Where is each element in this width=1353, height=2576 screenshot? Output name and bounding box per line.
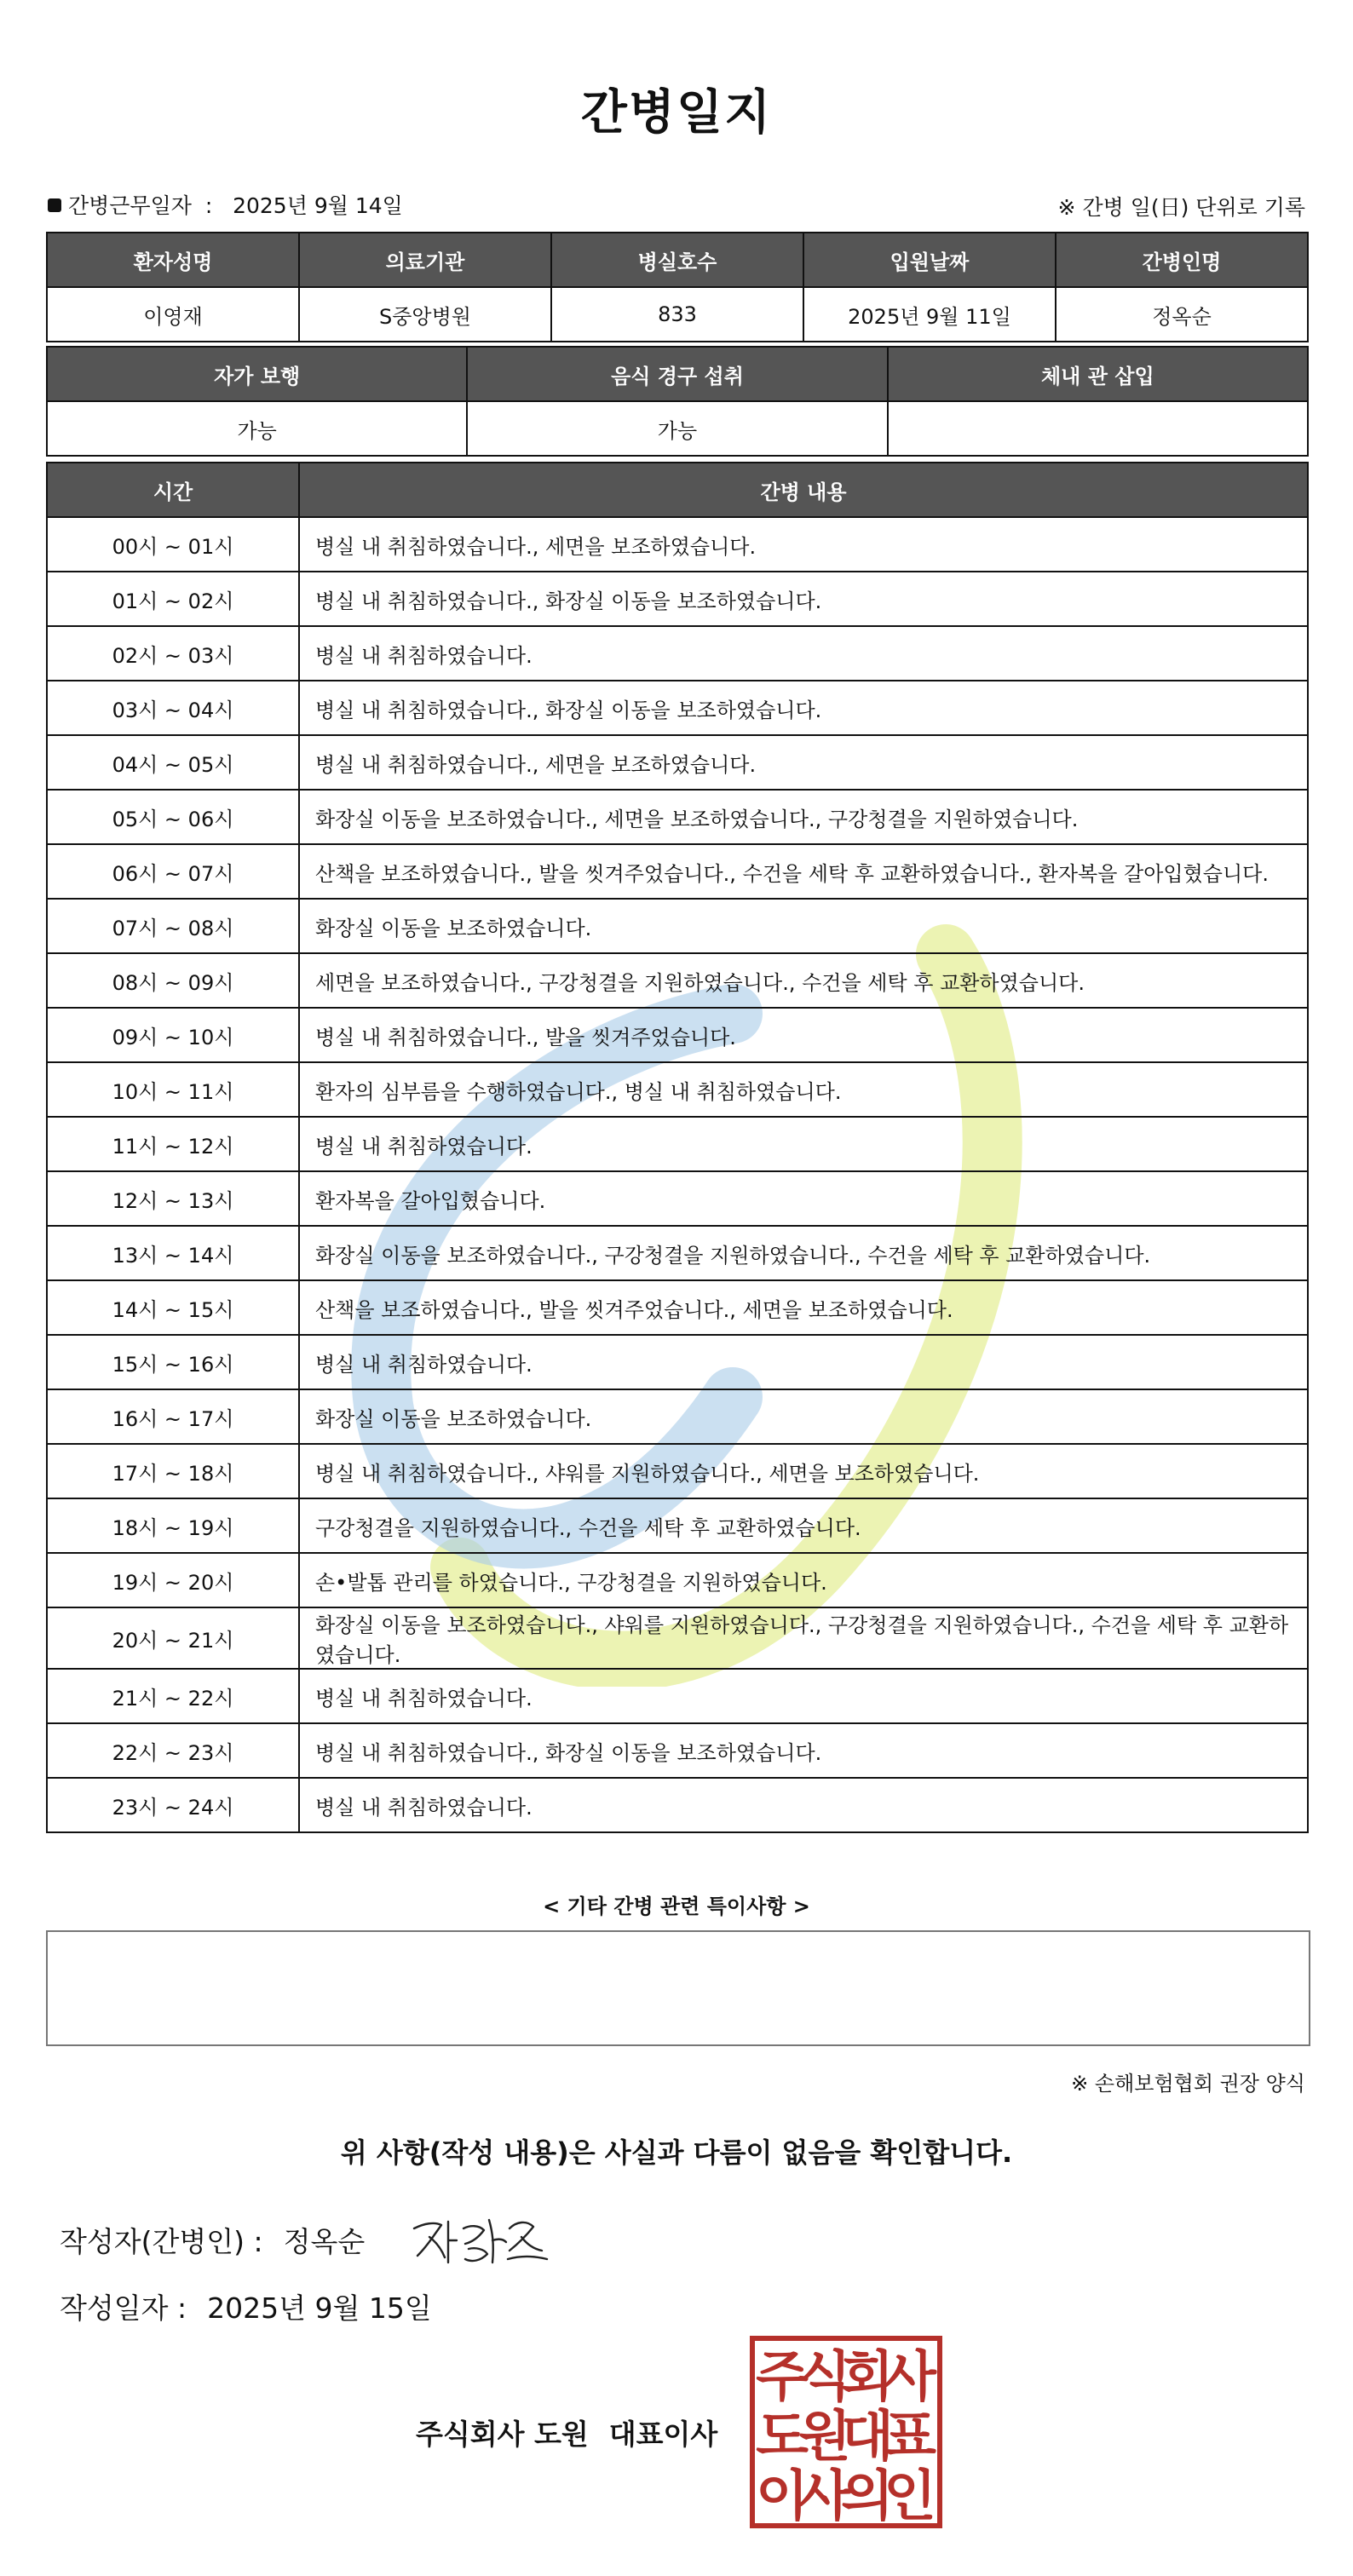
- care-row-content: 산책을 보조하였습니다., 발을 씻겨주었습니다., 수건을 세탁 후 교환하였습니다., 환자복을 갈아입혔습니다.: [299, 844, 1308, 899]
- tube-insertion-header: 체내 관 삽입: [888, 347, 1308, 401]
- care-row-time: 19시 ~ 20시: [47, 1553, 299, 1607]
- care-row-time: 22시 ~ 23시: [47, 1723, 299, 1778]
- oral-intake-value: 가능: [467, 401, 887, 456]
- patient-info-header-row: [47, 233, 1308, 287]
- care-row-content: 화장실 이동을 보조하였습니다., 샤워를 지원하였습니다., 구강청결을 지원하였습니다., 수건을 세탁 후 교환하였습니다.: [299, 1607, 1308, 1669]
- care-row-time: 18시 ~ 19시: [47, 1498, 299, 1553]
- care-row-content: 병실 내 취침하였습니다., 화장실 이동을 보조하였습니다.: [299, 681, 1308, 735]
- company-role: 대표이사: [608, 2418, 718, 2451]
- care-row-content: 손•발톱 관리를 하였습니다., 구강청결을 지원하였습니다.: [299, 1553, 1308, 1607]
- care-row: [47, 681, 1308, 735]
- work-date: [48, 189, 403, 220]
- hospital-name: S중앙병원: [299, 287, 551, 342]
- care-row: [47, 1669, 1308, 1723]
- status-header-row: [47, 347, 1308, 401]
- care-row-content: 환자복을 갈아입혔습니다.: [299, 1171, 1308, 1226]
- time-header: 시간: [47, 463, 299, 517]
- caregiver-name-header: 간병인명: [1056, 233, 1308, 287]
- care-row: [47, 1553, 1308, 1607]
- care-row: [47, 1171, 1308, 1226]
- self-walking-value: 가능: [47, 401, 467, 456]
- patient-status-table: [46, 346, 1309, 457]
- care-row-time: 21시 ~ 22시: [47, 1669, 299, 1723]
- seal-char: 이: [756, 2465, 809, 2528]
- care-schedule-table: [46, 462, 1309, 1833]
- company-line: [416, 2412, 738, 2452]
- patient-name-header: 환자성명: [47, 233, 299, 287]
- care-row-content: 구강청결을 지원하였습니다., 수건을 세탁 후 교환하였습니다.: [299, 1498, 1308, 1553]
- hospital-header: 의료기관: [299, 233, 551, 287]
- care-row-content: 화장실 이동을 보조하였습니다.: [299, 899, 1308, 953]
- care-row-content: 산책을 보조하였습니다., 발을 씻겨주었습니다., 세면을 보조하였습니다.: [299, 1280, 1308, 1335]
- care-row-time: 09시 ~ 10시: [47, 1008, 299, 1062]
- record-note: ※ 간병 일(日) 단위로 기록: [1057, 195, 1305, 220]
- care-row-time: 10시 ~ 11시: [47, 1062, 299, 1117]
- work-date-label: 간병근무일자: [68, 193, 192, 218]
- care-row: [47, 517, 1308, 572]
- bullet-square-icon: [48, 198, 61, 212]
- admission-date: 2025년 9월 11일: [803, 287, 1056, 342]
- care-row-content: 병실 내 취침하였습니다., 발을 씻겨주었습니다.: [299, 1008, 1308, 1062]
- handwritten-signature: [407, 2203, 552, 2271]
- care-row-time: 20시 ~ 21시: [47, 1607, 299, 1669]
- care-row: [47, 735, 1308, 790]
- written-date-label: 작성일자 :: [60, 2291, 187, 2325]
- confirmation-statement: 위 사항(작성 내용)은 사실과 다름이 없음을 확인합니다.: [340, 2136, 1013, 2169]
- seal-char: 인: [884, 2465, 936, 2528]
- company-seal: [750, 2336, 942, 2528]
- care-row-content: 병실 내 취침하였습니다.: [299, 1778, 1308, 1832]
- self-walking-header: 자가 보행: [47, 347, 467, 401]
- care-row-time: 06시 ~ 07시: [47, 844, 299, 899]
- admission-date-header: 입원날짜: [803, 233, 1056, 287]
- status-value-row: [47, 401, 1308, 456]
- care-row: [47, 1226, 1308, 1280]
- room-number: 833: [551, 287, 803, 342]
- care-row: [47, 572, 1308, 626]
- care-row: [47, 1498, 1308, 1553]
- care-row: [47, 1607, 1308, 1669]
- care-content-header: 간병 내용: [299, 463, 1308, 517]
- care-row: [47, 953, 1308, 1008]
- care-row-time: 11시 ~ 12시: [47, 1117, 299, 1171]
- care-row: [47, 1444, 1308, 1498]
- remarks-box: [46, 1930, 1310, 2046]
- patient-info-table: [46, 232, 1309, 342]
- care-row: [47, 899, 1308, 953]
- care-row-content: 병실 내 취침하였습니다.: [299, 1335, 1308, 1389]
- writer-label: 작성자(간병인) :: [60, 2225, 263, 2258]
- care-row: [47, 1280, 1308, 1335]
- seal-char: 사: [884, 2346, 936, 2409]
- care-row-content: 세면을 보조하였습니다., 구강청결을 지원하였습니다., 수건을 세탁 후 교환하였습니다.: [299, 953, 1308, 1008]
- patient-info-value-row: [47, 287, 1308, 342]
- care-row: [47, 844, 1308, 899]
- care-row: [47, 1778, 1308, 1832]
- care-row-content: 병실 내 취침하였습니다.: [299, 1117, 1308, 1171]
- seal-char: 사: [798, 2465, 851, 2528]
- care-row-time: 16시 ~ 17시: [47, 1389, 299, 1444]
- oral-intake-header: 음식 경구 섭취: [467, 347, 887, 401]
- care-row-content: 병실 내 취침하였습니다., 세면을 보조하였습니다.: [299, 517, 1308, 572]
- seal-char: 도: [756, 2406, 809, 2469]
- patient-name: 이영재: [47, 287, 299, 342]
- seal-char: 의: [841, 2465, 894, 2528]
- care-row: [47, 1008, 1308, 1062]
- remarks-title: < 기타 간병 관련 특이사항 >: [543, 1895, 810, 1918]
- care-row-time: 12시 ~ 13시: [47, 1171, 299, 1226]
- caregiver-name: 정옥순: [1056, 287, 1308, 342]
- seal-char: 표: [884, 2406, 936, 2469]
- seal-char: 대: [841, 2406, 894, 2469]
- written-date-line: [60, 2286, 432, 2326]
- tube-insertion-value: [888, 401, 1308, 456]
- seal-char: 식: [798, 2346, 851, 2409]
- company-name: 주식회사 도원: [416, 2418, 589, 2451]
- care-row-time: 04시 ~ 05시: [47, 735, 299, 790]
- care-row-content: 화장실 이동을 보조하였습니다., 세면을 보조하였습니다., 구강청결을 지원하였습니다.: [299, 790, 1308, 844]
- care-row: [47, 1335, 1308, 1389]
- care-row: [47, 626, 1308, 681]
- care-row-content: 병실 내 취침하였습니다., 세면을 보조하였습니다.: [299, 735, 1308, 790]
- care-row-time: 23시 ~ 24시: [47, 1778, 299, 1832]
- care-row-time: 00시 ~ 01시: [47, 517, 299, 572]
- care-row-time: 13시 ~ 14시: [47, 1226, 299, 1280]
- care-row-content: 병실 내 취침하였습니다., 화장실 이동을 보조하였습니다.: [299, 1723, 1308, 1778]
- care-row-content: 병실 내 취침하였습니다.: [299, 1669, 1308, 1723]
- care-row-time: 08시 ~ 09시: [47, 953, 299, 1008]
- seal-char: 회: [841, 2346, 894, 2409]
- care-row-time: 01시 ~ 02시: [47, 572, 299, 626]
- care-row-content: 병실 내 취침하였습니다.: [299, 626, 1308, 681]
- care-row-time: 17시 ~ 18시: [47, 1444, 299, 1498]
- seal-char: 주: [756, 2346, 809, 2409]
- care-rows: [47, 517, 1308, 1832]
- writer-name: 정옥순: [283, 2225, 366, 2258]
- work-date-separator: :: [204, 193, 213, 218]
- care-row: [47, 1389, 1308, 1444]
- work-date-value: 2025년 9월 14일: [233, 193, 403, 218]
- writer-line: [60, 2220, 365, 2260]
- care-row-time: 15시 ~ 16시: [47, 1335, 299, 1389]
- written-date-value: 2025년 9월 15일: [207, 2291, 432, 2325]
- care-row-content: 화장실 이동을 보조하였습니다.: [299, 1389, 1308, 1444]
- care-row-time: 14시 ~ 15시: [47, 1280, 299, 1335]
- care-row-content: 환자의 심부름을 수행하였습니다., 병실 내 취침하였습니다.: [299, 1062, 1308, 1117]
- recommend-note: ※ 손해보험협회 권장 양식: [1071, 2072, 1305, 2096]
- care-row-content: 화장실 이동을 보조하였습니다., 구강청결을 지원하였습니다., 수건을 세탁 후 교환하였습니다.: [299, 1226, 1308, 1280]
- care-row-content: 병실 내 취침하였습니다., 샤워를 지원하였습니다., 세면을 보조하였습니다.: [299, 1444, 1308, 1498]
- care-row: [47, 1062, 1308, 1117]
- care-row-time: 03시 ~ 04시: [47, 681, 299, 735]
- page-title: 간병일지: [580, 85, 773, 141]
- care-row-time: 02시 ~ 03시: [47, 626, 299, 681]
- care-row-time: 07시 ~ 08시: [47, 899, 299, 953]
- care-row: [47, 1723, 1308, 1778]
- care-row: [47, 790, 1308, 844]
- room-number-header: 병실호수: [551, 233, 803, 287]
- care-row-time: 05시 ~ 06시: [47, 790, 299, 844]
- care-header-row: [47, 463, 1308, 517]
- care-row-content: 병실 내 취침하였습니다., 화장실 이동을 보조하였습니다.: [299, 572, 1308, 626]
- seal-char: 원: [798, 2406, 851, 2469]
- care-row: [47, 1117, 1308, 1171]
